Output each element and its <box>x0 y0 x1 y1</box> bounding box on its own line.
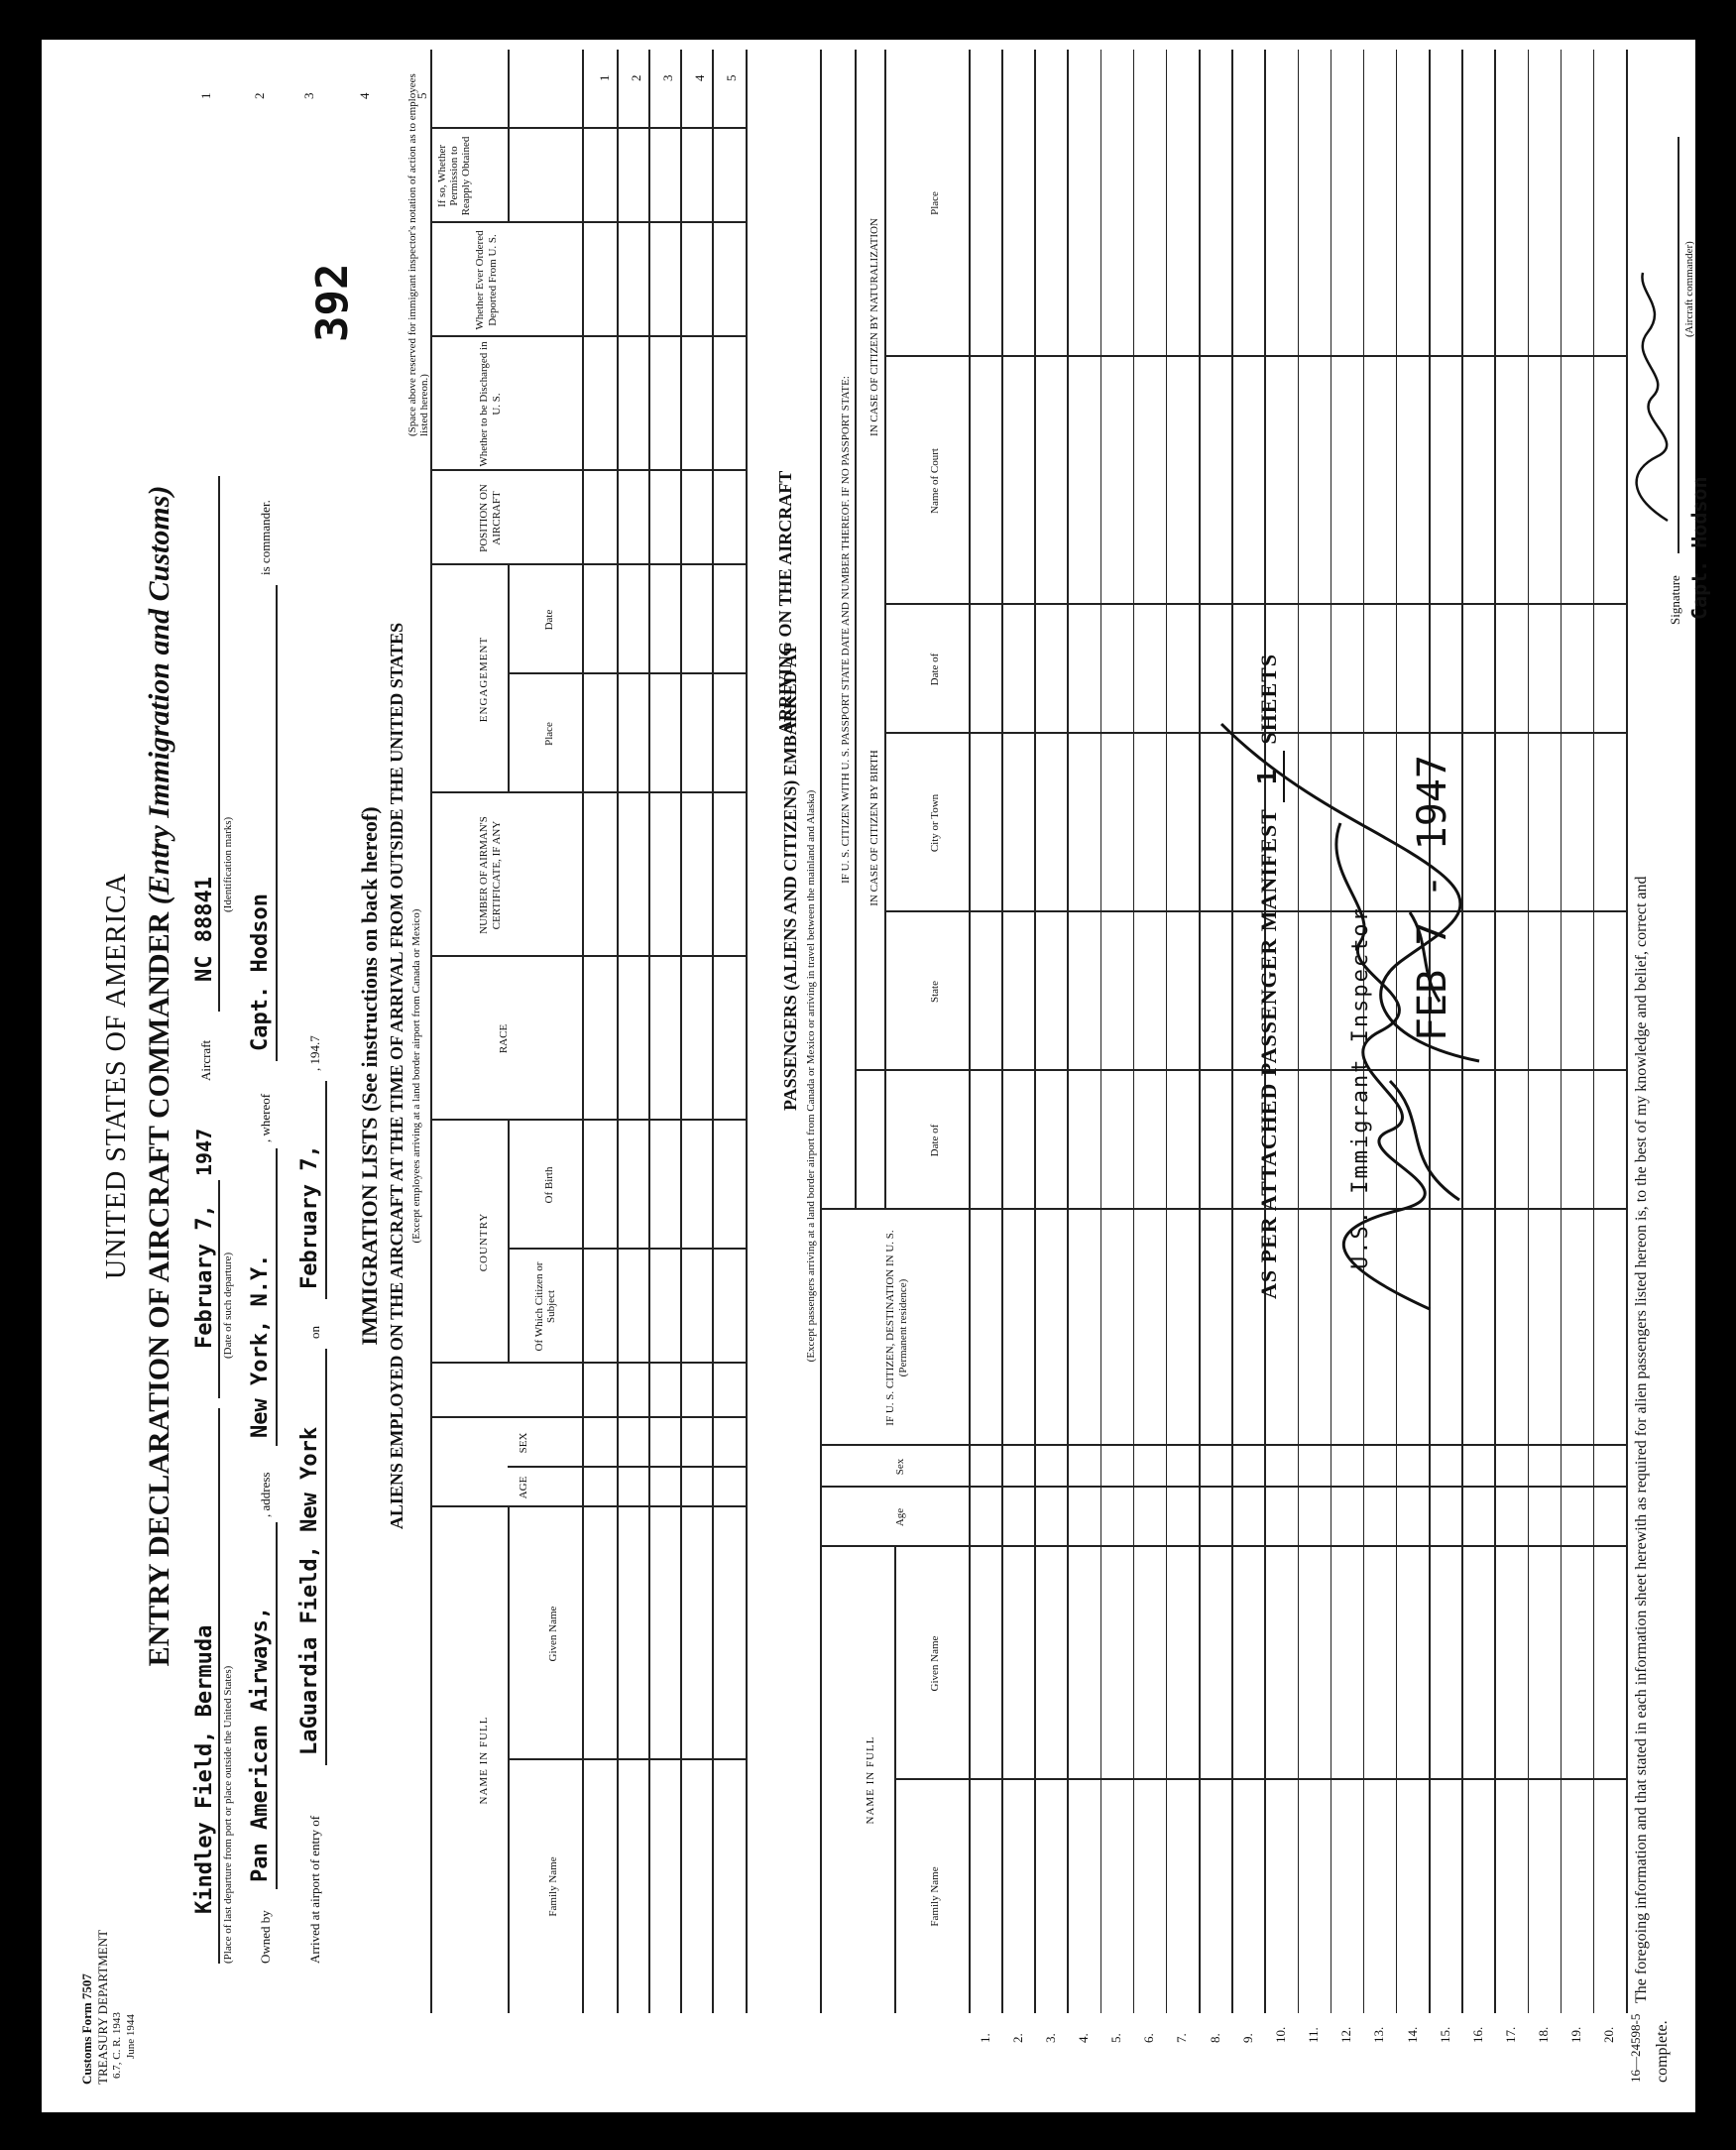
title-main: ENTRY DECLARATION OF AIRCRAFT COMMANDER <box>143 911 175 1667</box>
passenger-row-number: 12. <box>1338 2026 1354 2043</box>
passenger-row-line <box>1034 50 1036 2013</box>
address-label: , address <box>258 1472 273 1517</box>
aircraft-marks-value: NC 88841 <box>192 877 217 982</box>
pass-col-destination: IF U. S. CITIZEN, DESTINATION IN U. S. (Permanent residence) <box>884 1230 909 1426</box>
inspector-note: (Space above reserved for immigrant inspector's notation of action as to employees listed hereon.) <box>406 73 430 436</box>
pass-col-passport: IF U. S. CITIZEN WITH U. S. PASSPORT STATE DATE AND NUMBER THEREOF. IF NO PASSPORT STATE: <box>840 376 852 884</box>
pass-col-city: City or Town <box>929 793 941 853</box>
passenger-row-line <box>1593 50 1595 2013</box>
pass-col-by-birth: IN CASE OF CITIZEN BY BIRTH <box>868 750 880 906</box>
aliens-heading: ALIENS EMPLOYED ON THE AIRCRAFT AT THE TIME OF ARRIVAL FROM OUTSIDE THE UNITED STATES <box>387 622 406 1530</box>
commander-value: Capt. Hodson <box>248 894 273 1051</box>
departure-place-caption: (Place of last departure from port or place outside the United States) <box>222 1665 234 1964</box>
passenger-row-number: 9. <box>1239 2033 1255 2043</box>
aliens-col-age: AGE <box>518 1476 529 1499</box>
country-title: UNITED STATES OF AMERICA <box>101 873 132 1279</box>
passenger-row-number: 8. <box>1207 2033 1222 2043</box>
passenger-row-number: 1. <box>977 2033 992 2043</box>
aliens-col-race: RACE <box>498 1023 510 1054</box>
departure-date-caption: (Date of such departure) <box>222 1252 234 1359</box>
form-department: TREASURY DEPARTMENT <box>95 1929 110 2085</box>
alien-row-number: 2 <box>629 74 643 81</box>
arrival-date-value: February 7, <box>297 1144 322 1289</box>
arriving-heading: ARRIVING ON THE AIRCRAFT <box>775 470 795 734</box>
passenger-row-number: 18. <box>1536 2026 1552 2043</box>
commander-name: Capt. Hodson <box>1687 476 1711 620</box>
passenger-row-line <box>1561 50 1562 2013</box>
certification-line-2: complete. <box>1654 2020 1671 2083</box>
title-subtitle: (Entry Immigration and Customs) <box>143 485 175 905</box>
pass-col-sex: Sex <box>894 1458 906 1476</box>
aliens-col-engagement-date: Date <box>543 609 555 631</box>
inspector-initials-icon <box>1182 704 1509 1081</box>
certification-line-1: The foregoing information and that stated in each information sheet herewith as required for alien passengers listed hereon is, to the best of my knowledge and belief, correct and <box>1633 876 1650 2003</box>
form-number: Customs Form 7507 <box>79 1973 94 2085</box>
pass-col-name-in-full: NAME IN FULL <box>865 1735 876 1825</box>
pass-col-family-name: Family Name <box>929 1866 941 1927</box>
passenger-row-line <box>1100 50 1102 2013</box>
line-number-1: 1 <box>198 92 213 99</box>
passenger-row-number: 15. <box>1437 2026 1452 2043</box>
form-date: June 1944 <box>125 2014 137 2059</box>
manifest-stamp-text: AS PER ATTACHED PASSENGER MANIFEST <box>1256 808 1281 1299</box>
passenger-row-line <box>1133 50 1135 2013</box>
form-paper <box>42 40 1711 2112</box>
immigration-lists-heading: IMMIGRATION LISTS (See instructions on back hereof) <box>357 806 382 1346</box>
passenger-row-number: 16. <box>1469 2026 1485 2043</box>
aliens-col-airman-cert: NUMBER OF AIRMAN'S CERTIFICATE, IF ANY <box>478 816 503 934</box>
passenger-row-number: 13. <box>1371 2026 1387 2043</box>
passenger-row-number: 10. <box>1272 2026 1288 2043</box>
inspector-stamp: U.S. Immigrant Inspector <box>1348 906 1373 1269</box>
aliens-col-given-name: Given Name <box>547 1606 559 1662</box>
aliens-col-reapply: If so, Whether Permission to Reapply Obtained <box>436 136 472 216</box>
alien-row-number: 4 <box>692 74 707 81</box>
manifest-sheet-count: 1 <box>1253 751 1285 802</box>
on-label: on <box>307 1326 322 1339</box>
whereof-label: , whereof <box>258 1093 273 1142</box>
pass-col-place: Place <box>929 191 941 215</box>
passenger-row-number: 17. <box>1502 2026 1518 2043</box>
aliens-col-country: COUNTRY <box>478 1212 490 1272</box>
pass-col-date-of-2: Date of <box>929 653 941 686</box>
owned-by-label: Owned by <box>258 1910 273 1964</box>
address-value: New York, N.Y. <box>248 1254 273 1438</box>
aircraft-label: Aircraft <box>198 1039 213 1081</box>
passengers-heading: PASSENGERS (ALIENS AND CITIZENS) EMBARKED AT <box>780 644 800 1111</box>
pass-col-court: Name of Court <box>929 448 941 514</box>
passenger-row-number: 5. <box>1108 2033 1124 2043</box>
aircraft-marks-caption: (Identification marks) <box>222 816 234 912</box>
arrival-airport-value: LaGuardia Field, New York <box>297 1426 322 1755</box>
rotated-form <box>42 40 1711 2112</box>
passenger-row-number: 6. <box>1141 2033 1157 2043</box>
passenger-row-number: 11. <box>1306 2027 1322 2043</box>
passenger-row-number: 20. <box>1601 2026 1617 2043</box>
aliens-col-discharged: Whether to be Discharged in U. S. <box>478 341 503 467</box>
line-number-5: 5 <box>414 92 429 99</box>
passenger-row-number: 7. <box>1174 2033 1190 2043</box>
is-commander-label: is commander. <box>258 500 273 575</box>
passenger-row-line <box>1067 50 1069 2013</box>
passenger-row-line <box>1166 50 1168 2013</box>
alien-row-number: 3 <box>660 74 675 81</box>
owner-value: Pan American Airways, <box>248 1606 273 1882</box>
aliens-col-citizen-of: Of Which Citizen or Subject <box>533 1261 557 1352</box>
form-reg: 6.7, C. R. 1943 <box>111 2012 123 2079</box>
line-number-4: 4 <box>357 92 372 99</box>
aliens-col-of-birth: Of Birth <box>543 1166 555 1204</box>
passenger-row-number: 2. <box>1009 2033 1025 2043</box>
pass-col-state: State <box>929 981 941 1003</box>
aliens-col-engagement: ENGAGEMENT <box>478 636 490 723</box>
line-number-2: 2 <box>252 92 267 99</box>
pass-col-by-naturalization: IN CASE OF CITIZEN BY NATURALIZATION <box>868 218 880 436</box>
commander-caption: (Aircraft commander) <box>1683 241 1695 337</box>
printer-code: 16—24598-5 <box>1628 2013 1643 2083</box>
aliens-col-name-in-full: NAME IN FULL <box>478 1716 490 1805</box>
alien-row-number: 1 <box>597 74 612 81</box>
passenger-row-line <box>1528 50 1530 2013</box>
departure-date-value: February 7, <box>192 1204 217 1349</box>
alien-row-number: 5 <box>724 74 739 81</box>
stamp-date: FEB 7 - 1947 <box>1410 755 1455 1041</box>
pass-col-date-of-1: Date of <box>929 1124 941 1157</box>
aliens-col-position: POSITION ON AIRCRAFT <box>478 484 503 552</box>
pass-col-age: Age <box>894 1507 906 1527</box>
passenger-row-number: 19. <box>1568 2026 1584 2043</box>
page-title <box>143 40 176 2112</box>
departure-year: 1947 <box>192 1128 216 1176</box>
aliens-col-family-name: Family Name <box>547 1856 559 1917</box>
passenger-row-number: 4. <box>1076 2033 1092 2043</box>
passenger-row-number: 3. <box>1042 2033 1058 2043</box>
aliens-col-engagement-place: Place <box>543 722 555 746</box>
manifest-stamp-suffix: SHEETS <box>1256 653 1281 745</box>
commander-signature-icon <box>1623 268 1678 526</box>
arrival-year: , 194.7 <box>307 1035 322 1071</box>
pass-col-given-name: Given Name <box>929 1635 941 1692</box>
passenger-row-line <box>1001 50 1003 2013</box>
arrived-label: Arrived at airport of entry of <box>307 1815 322 1964</box>
signature-label: Signature <box>1668 575 1682 625</box>
manifest-number: 392 <box>307 263 358 342</box>
aliens-col-sex: SEX <box>518 1432 529 1454</box>
passengers-note: (Except passengers arriving at a land border airport from Canada or Mexico or arriving in travel between the mainland and Alaska) <box>805 789 817 1363</box>
departure-place-value: Kindley Field, Bermuda <box>192 1624 217 1914</box>
aliens-note: (Except employees arriving at a land border airport from Canada or Mexico) <box>410 908 422 1244</box>
passenger-row-number: 14. <box>1404 2026 1420 2043</box>
aliens-col-deported: Whether Ever Ordered Deported From U. S. <box>474 230 499 330</box>
line-number-3: 3 <box>301 92 316 99</box>
